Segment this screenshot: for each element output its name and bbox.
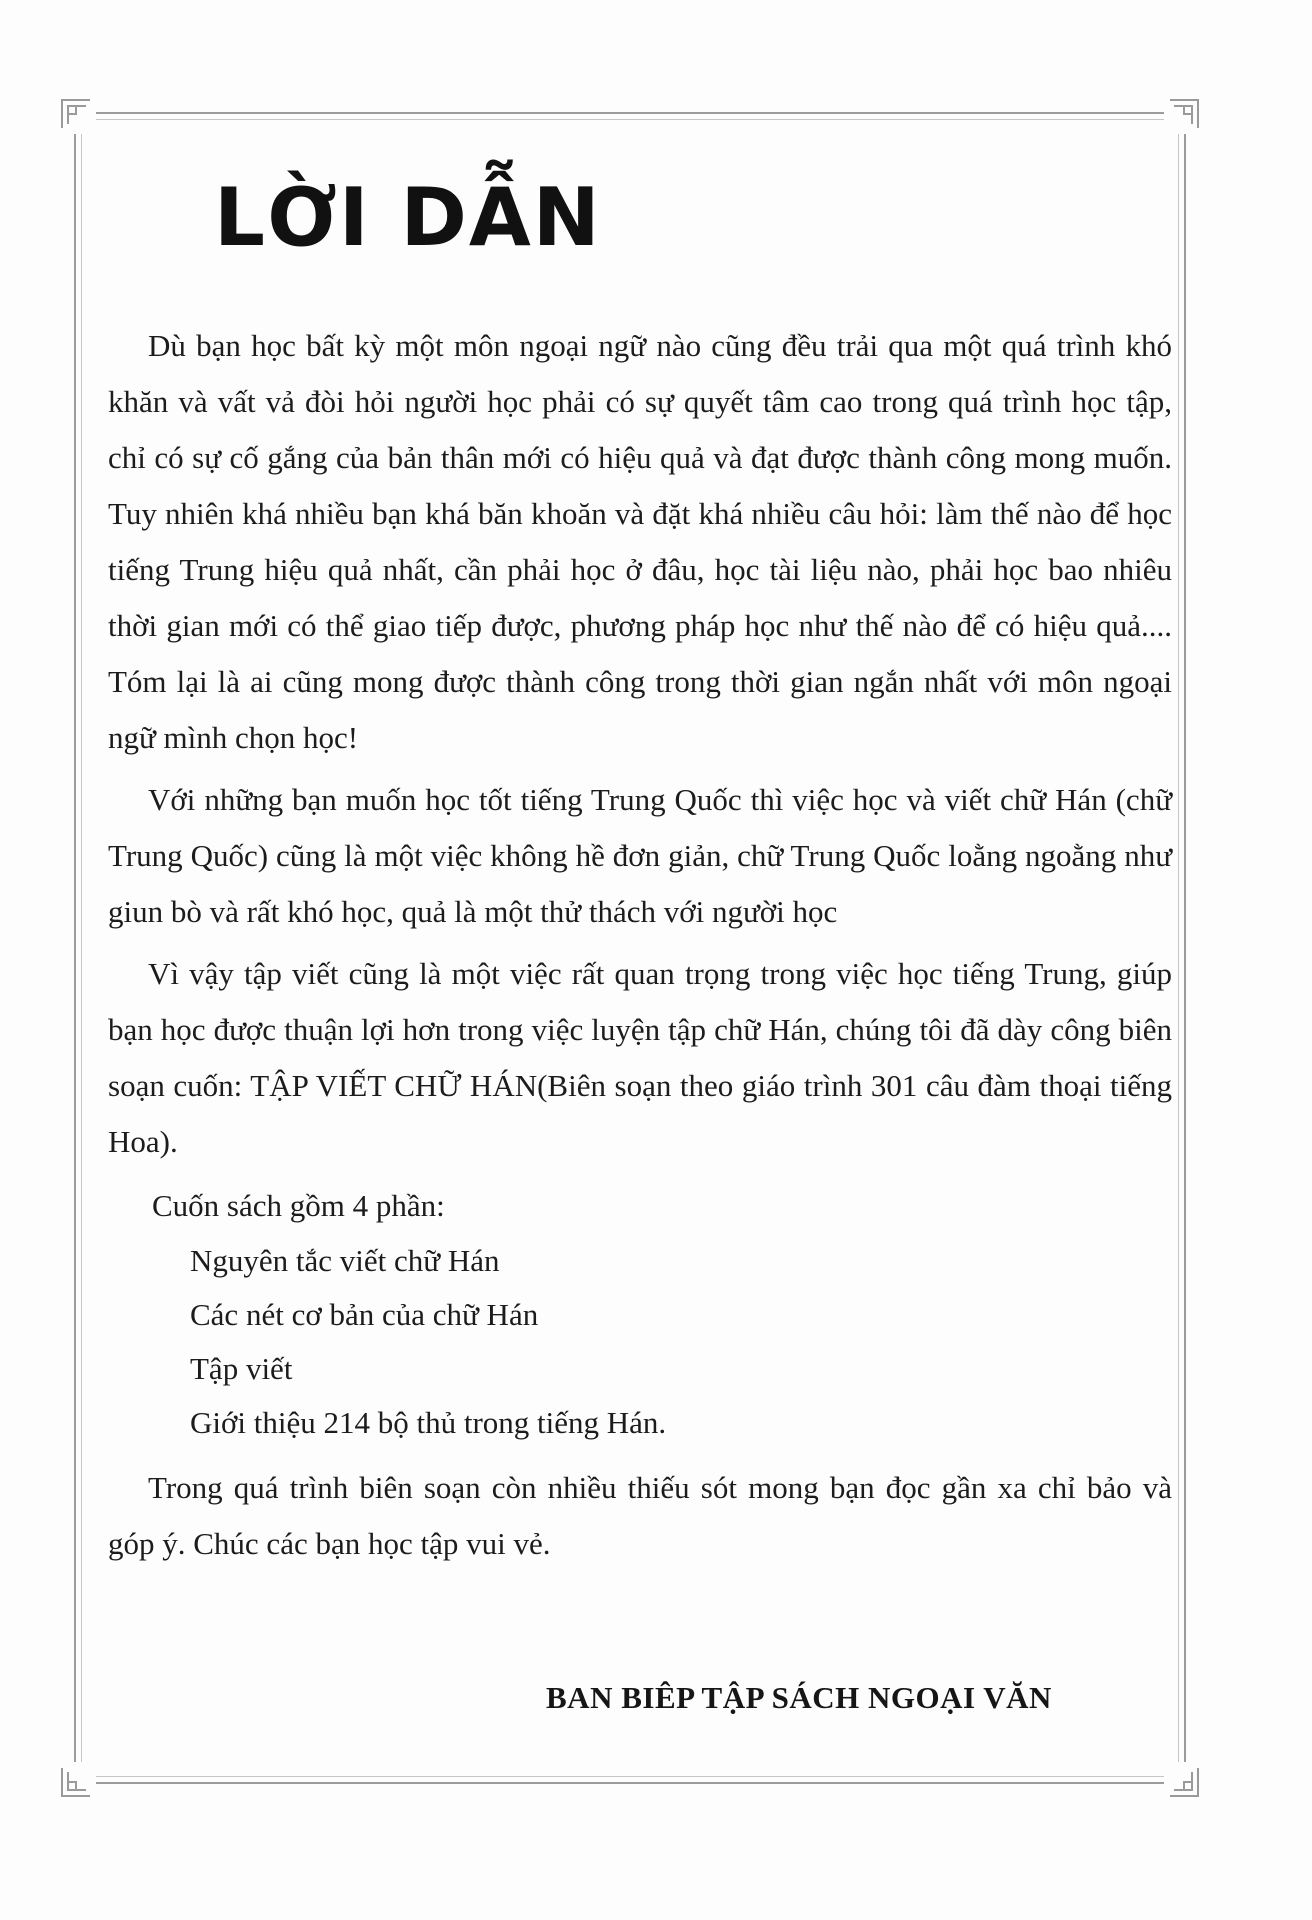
corner-ornament-bottom-left — [56, 1762, 96, 1802]
page-title: LỜI DẪN — [214, 171, 602, 264]
corner-ornament-bottom-right — [1164, 1762, 1204, 1802]
corner-ornament-top-right — [1164, 94, 1204, 134]
list-item: Tập viết — [190, 1351, 293, 1386]
list-item: Nguyên tắc viết chữ Hán — [190, 1243, 500, 1278]
parts-intro: Cuốn sách gồm 4 phần: — [152, 1188, 445, 1223]
body-text — [108, 318, 1172, 1572]
corner-ornament-top-left — [56, 94, 96, 134]
paragraph-writing-practice: Vì vậy tập viết cũng là một việc rất quan trọng trong việc học tiếng Trung, giúp bạn học được thuận lợi hơn trong việc luyện tập chữ Hán, chúng tôi đã dày công biên soạn cuốn: TẬP VIẾT CHỮ HÁN(Biên soạn theo giáo trình 301 câu đàm thoại tiếng Hoa). — [108, 956, 1172, 1159]
paragraph-chinese-characters: Với những bạn muốn học tốt tiếng Trung Quốc thì việc học và viết chữ Hán (chữ Trung Quốc) cũng là một việc không hề đơn giản, chữ Trung Quốc loằng ngoằng như giun bò và rất khó học, quả là một thử thách với người học — [108, 782, 1172, 929]
list-item: Các nét cơ bản của chữ Hán — [190, 1297, 539, 1332]
paragraph-closing: Trong quá trình biên soạn còn nhiều thiếu sót mong bạn đọc gần xa chỉ bảo và góp ý. Chúc các bạn học tập vui vẻ. — [108, 1470, 1172, 1561]
signature-line: BAN BIÊP TẬP SÁCH NGOẠI VĂN — [546, 1680, 1052, 1715]
list-item: Giới thiệu 214 bộ thủ trong tiếng Hán. — [190, 1405, 667, 1440]
paragraph-intro: Dù bạn học bất kỳ một môn ngoại ngữ nào cũng đều trải qua một quá trình khó khăn và vất vả đòi hỏi người học phải có sự quyết tâm cao trong quá trình học tập, chỉ có sự cố gắng của bản thân mới có hiệu quả và đạt được thành công mong muốn. Tuy nhiên khá nhiều bạn khá băn khoăn và đặt khá nhiều câu hỏi: làm thế nào để học tiếng Trung hiệu quả nhất, cần phải học ở đâu, học tài liệu nào, phải học bao nhiêu thời gian mới có thể giao tiếp được, phương pháp học như thế nào để có hiệu quả.... Tóm lại là ai cũng mong được thành công trong thời gian ngắn nhất với môn ngoại ngữ mình chọn học! — [108, 328, 1172, 755]
parts-list — [108, 1234, 1172, 1450]
